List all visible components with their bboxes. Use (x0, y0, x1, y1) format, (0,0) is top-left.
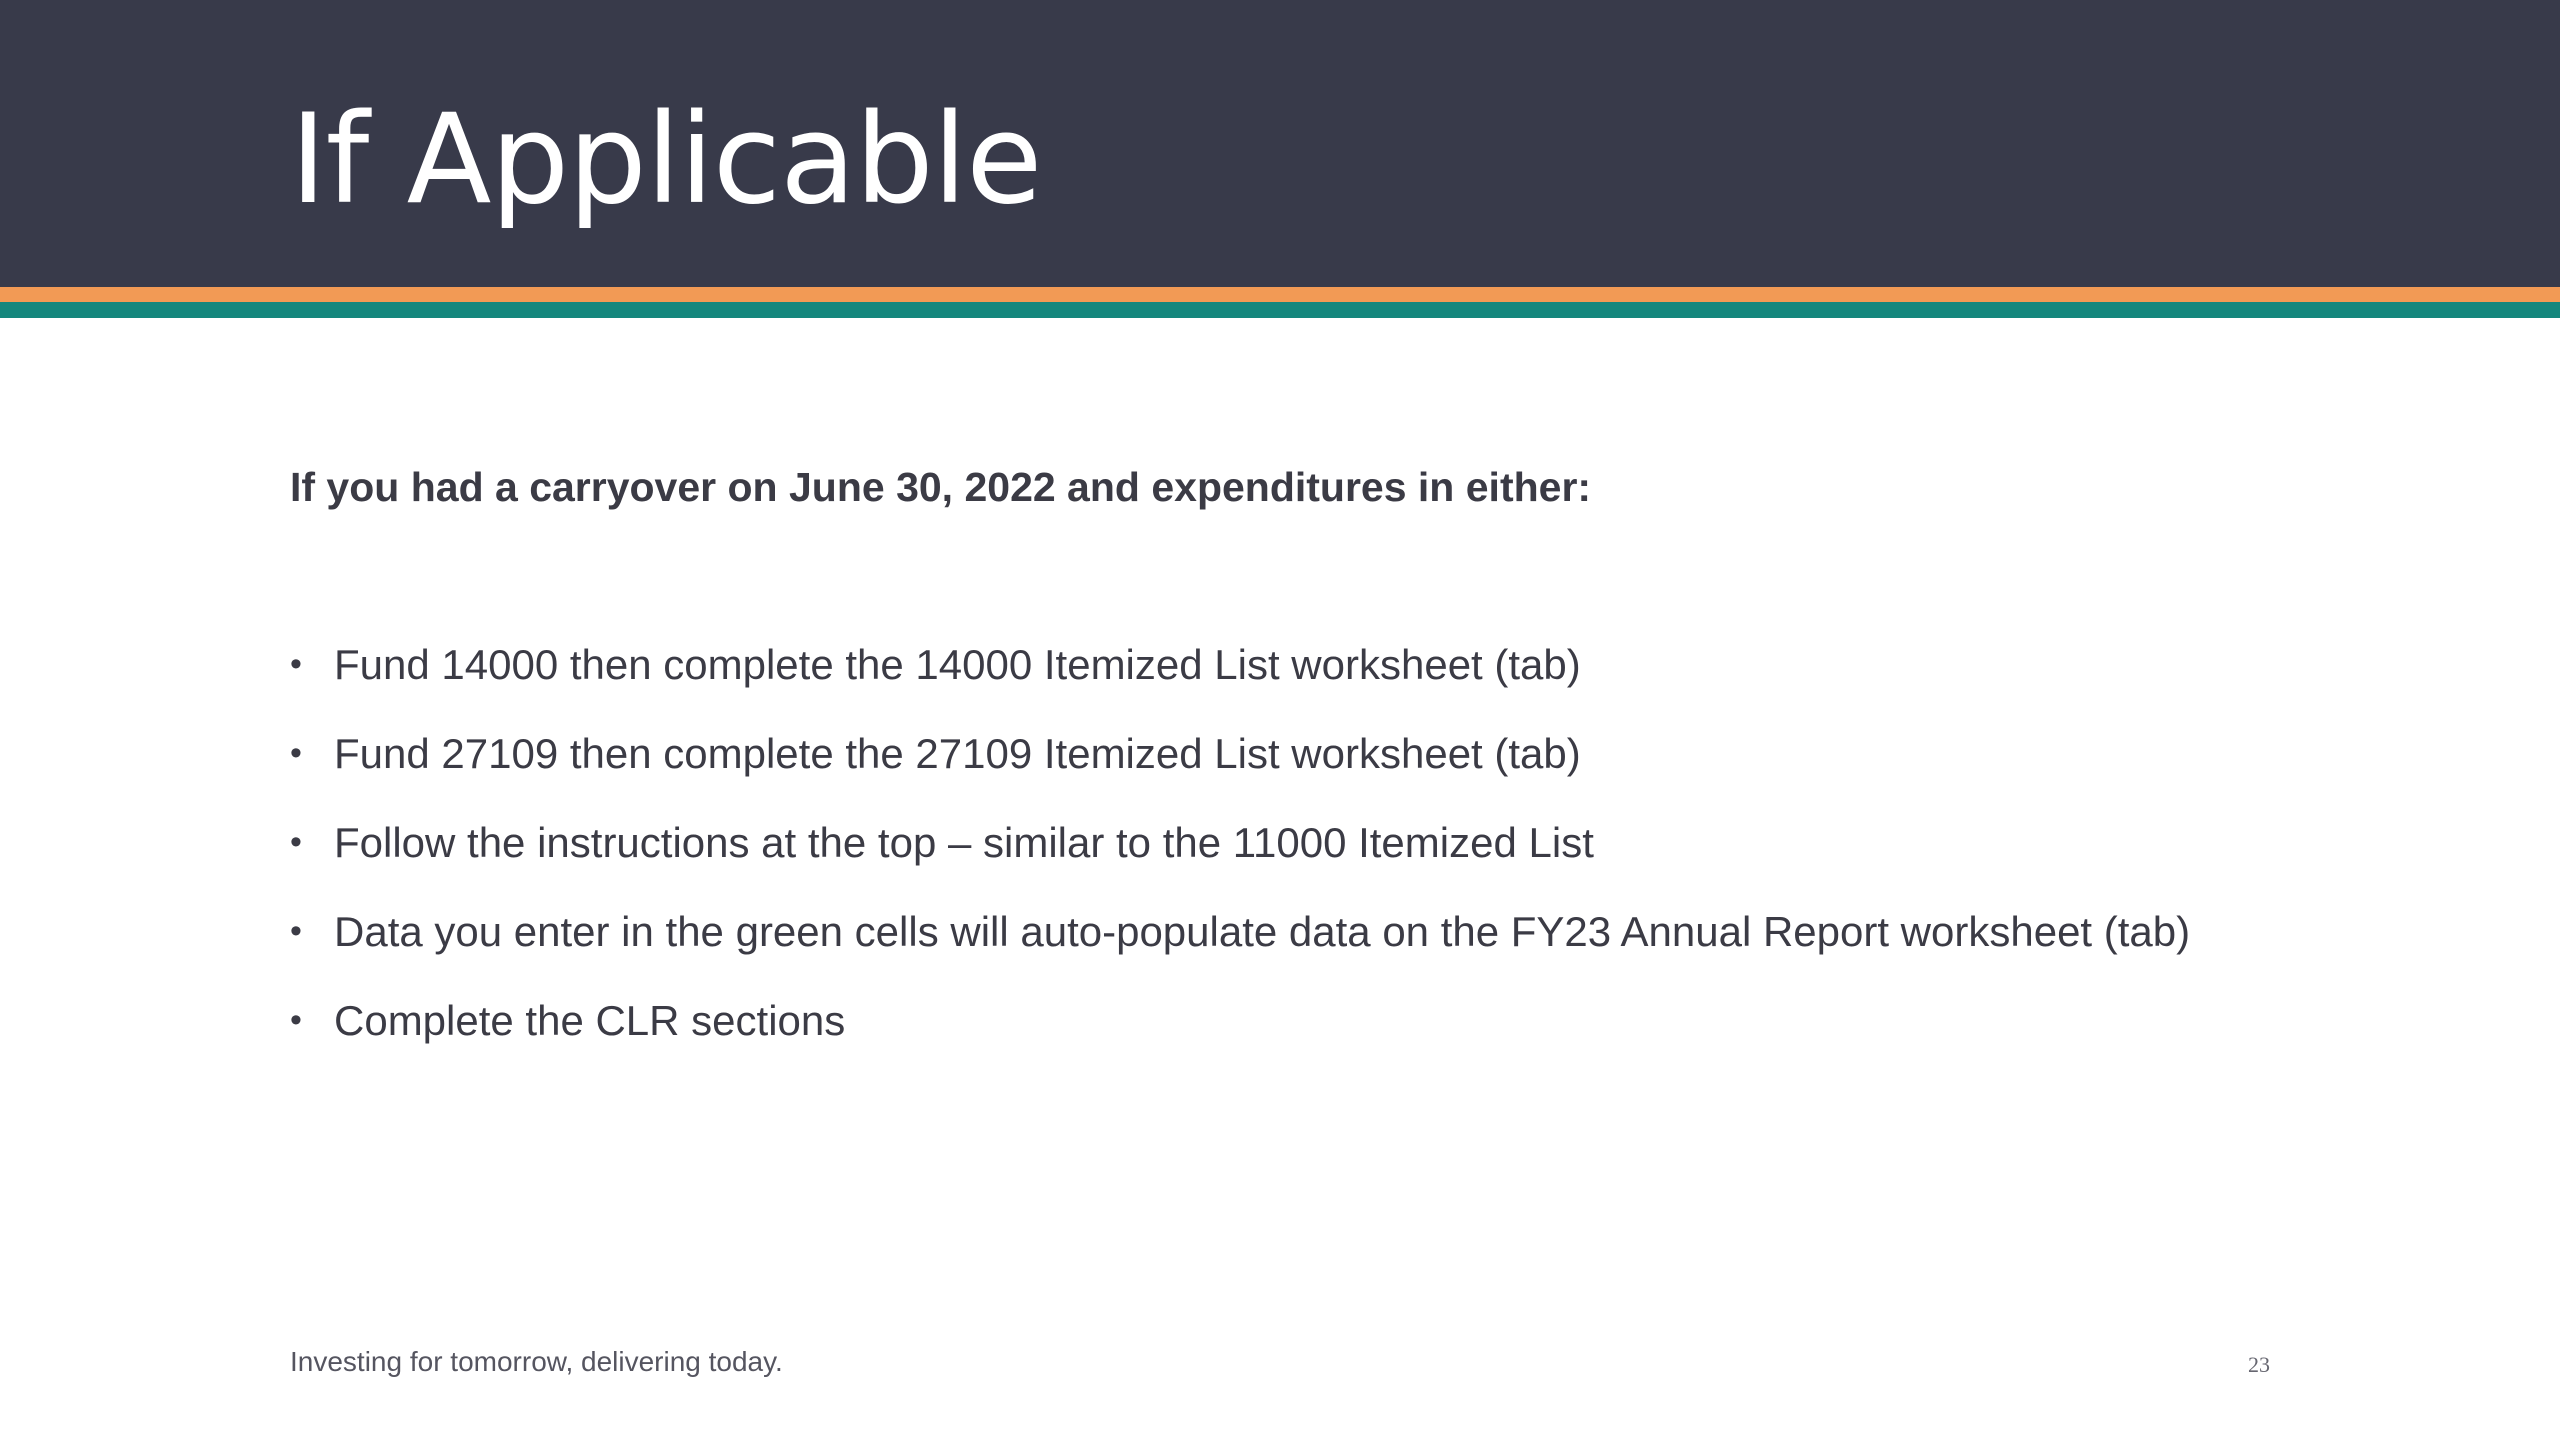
bullet-item (290, 638, 2250, 691)
title-banner (0, 0, 2560, 287)
bullet-text: Fund 27109 then complete the 27109 Itemized List worksheet (tab) (334, 730, 1581, 777)
footer-tagline: Investing for tomorrow, delivering today. (290, 1346, 783, 1377)
orange-accent-stripe (0, 287, 2560, 302)
page-number: 23 (2248, 1352, 2270, 1377)
bullet-item (290, 816, 2250, 869)
bullet-icon: • (290, 823, 302, 861)
bullet-icon: • (290, 1001, 302, 1039)
slide-title: If Applicable (290, 88, 1042, 232)
bullet-text: Fund 14000 then complete the 14000 Itemized List worksheet (tab) (334, 641, 1581, 688)
bullet-item (290, 905, 2250, 958)
bullet-icon: • (290, 734, 302, 772)
bullet-item (290, 994, 2250, 1047)
bullet-icon: • (290, 645, 302, 683)
bullet-text: Data you enter in the green cells will auto-populate data on the FY23 Annual Report worksheet (tab) (334, 908, 2191, 955)
subheading: If you had a carryover on June 30, 2022 and expenditures in either: (290, 464, 1592, 510)
teal-accent-stripe (0, 302, 2560, 318)
bullet-text: Follow the instructions at the top – similar to the 11000 Itemized List (334, 819, 1594, 866)
bullet-icon: • (290, 912, 302, 950)
bullet-text: Complete the CLR sections (334, 997, 846, 1044)
bullet-item (290, 727, 2250, 780)
bullet-list (290, 638, 2250, 1083)
